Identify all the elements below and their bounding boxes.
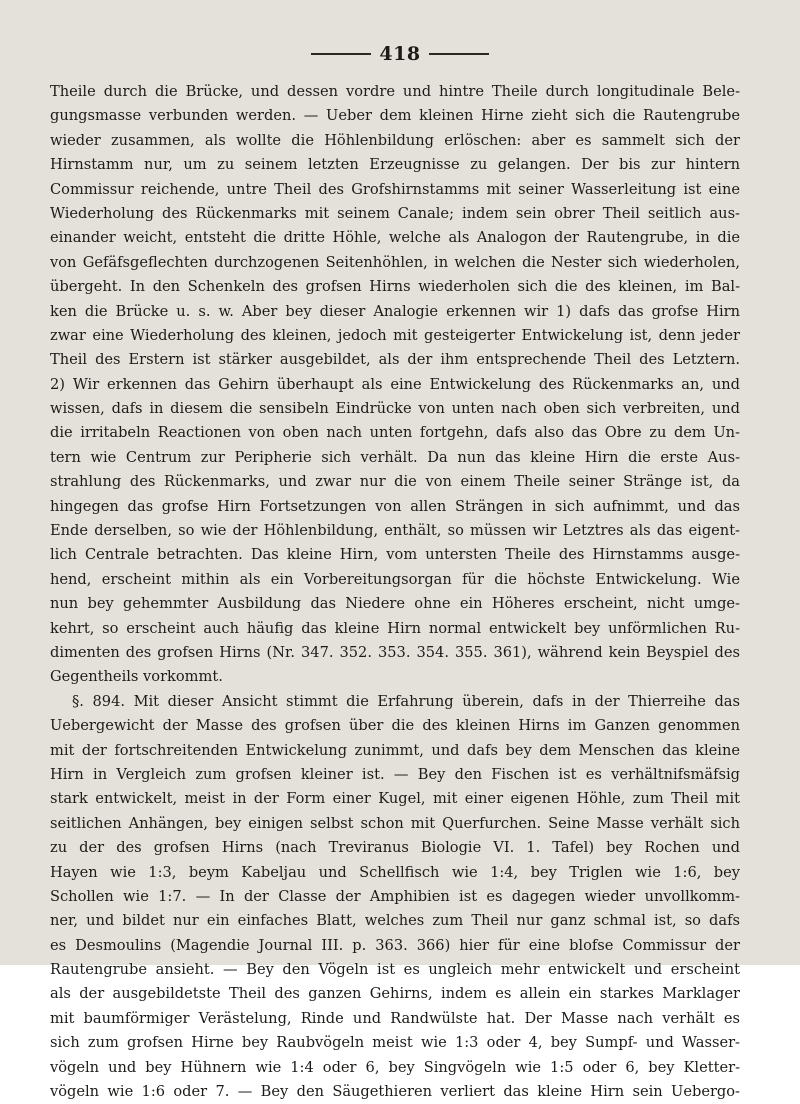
text-line: mit baumförmiger Verästelung, Rinde und Randwülste hat. Der Masse nach verhält es: [50, 1009, 740, 1027]
text-line: ken die Brücke u. s. w. Aber bey dieser Analogie erkennen wir 1) dafs das grofse Hirn: [50, 302, 740, 320]
text-line: Commissur reichende, untre Theil des Grofshirnstamms mit seiner Wasserleitung ist eine: [50, 180, 740, 198]
text-line: strahlung des Rückenmarks, und zwar nur die von einem Theile seiner Stränge ist, da: [50, 473, 740, 491]
text-line: die irritabeln Reactionen von oben nach unten fortgehn, dafs also das Obre zu dem Un-: [50, 424, 740, 442]
text-line: sich zum grofsen Hirne bey Raubvögeln meist wie 1:3 oder 4, bey Sumpf- und Wasser-: [50, 1034, 740, 1052]
text-line: hingegen das grofse Hirn Fortsetzungen von allen Strängen in sich aufnimmt, und das: [50, 497, 740, 515]
text-line: übergeht. In den Schenkeln des grofsen Hirns wiederholen sich die des kleinen, im Bal-: [50, 278, 740, 296]
text-line: als der ausgebildetste Theil des ganzen Gehirns, indem es allein ein starkes Marklager: [50, 985, 740, 1003]
text-line: Hayen wie 1:3, beym Kabeljau und Schellfisch wie 1:4, bey Triglen wie 1:6, bey: [50, 863, 740, 881]
text-line: Ende derselben, so wie der Höhlenbildung, enthält, so müssen wir Letztres als das eigent-: [50, 522, 740, 540]
text-line: wissen, dafs in diesem die sensibeln Eindrücke von unten nach oben sich verbreiten, und: [50, 400, 740, 418]
text-line: Hirnstamm nur, um zu seinem letzten Erzeugnisse zu gelangen. Der bis zur hintern: [50, 156, 740, 174]
page-number: 418: [379, 43, 421, 65]
text-line: wieder zusammen, als wollte die Höhlenbildung erlöschen: aber es sammelt sich der: [50, 131, 740, 149]
text-line: §. 894. Mit dieser Ansicht stimmt die Erfahrung überein, dafs in der Thierreihe das: [72, 692, 740, 710]
text-line: vögeln wie 1:6 oder 7. — Bey den Säugethieren verliert das kleine Hirn sein Uebergo-: [50, 1083, 740, 1101]
text-line: 2) Wir erkennen das Gehirn überhaupt als eine Entwickelung des Rückenmarks an, und: [50, 375, 740, 393]
text-line: Theile durch die Brücke, und dessen vordre und hintre Theile durch longitudinale Bele-: [50, 83, 740, 100]
text-line: zwar eine Wiederholung des kleinen, jedoch mit gesteigerter Entwickelung ist, denn jeder: [50, 326, 740, 344]
text-line: Uebergewicht der Masse des grofsen über die des kleinen Hirns im Ganzen genommen: [50, 717, 740, 735]
text-line: Rautengrube ansieht. — Bey den Vögeln ist es ungleich mehr entwickelt und erscheint: [50, 961, 740, 979]
text-line: ner, und bildet nur ein einfaches Blatt, welches zum Theil nur ganz schmal ist, so dafs: [50, 912, 740, 930]
text-line: stark entwickelt, meist in der Form einer Kugel, mit einer eigenen Höhle, zum Theil mit: [50, 790, 740, 808]
text-line: lich Centrale betrachten. Das kleine Hirn, vom untersten Theile des Hirnstamms ausge-: [50, 546, 740, 564]
text-line: Schollen wie 1:7. — In der Classe der Amphibien ist es dagegen wieder unvollkomm-: [50, 887, 740, 905]
text-line: nun bey gehemmter Ausbildung das Niedere ohne ein Höheres erscheint, nicht umge-: [50, 595, 740, 613]
body-text: [50, 80, 740, 1104]
text-line: dimenten des grofsen Hirns (Nr. 347. 352. 353. 354. 355. 361), während kein Beyspiel des: [50, 643, 740, 661]
text-line: kehrt, so erscheint auch häufig das kleine Hirn normal entwickelt bey unförmlichen Ru-: [50, 619, 740, 637]
text-line: es Desmoulins (Magendie Journal III. p. 363. 366) hier für eine blofse Commissur der: [50, 936, 740, 954]
text-line: Wiederholung des Rückenmarks mit seinem Canale; indem sein obrer Theil seitlich aus-: [50, 204, 740, 222]
page-header: [0, 40, 800, 68]
text-line: mit der fortschreitenden Entwickelung zunimmt, und dafs bey dem Menschen das kleine: [50, 741, 740, 759]
text-line: gungsmasse verbunden werden. — Ueber dem kleinen Hirne zieht sich die Rautengrube: [50, 107, 740, 125]
text-line: Theil des Erstern ist stärker ausgebildet, als der ihm entsprechende Theil des Letztern.: [50, 351, 740, 369]
text-line: Gegentheils vorkommt.: [50, 668, 223, 686]
text-line: tern wie Centrum zur Peripherie sich verhält. Da nun das kleine Hirn die erste Aus-: [50, 448, 740, 466]
text-line: einander weicht, entsteht die dritte Höhle, welche als Analogon der Rautengrube, in die: [50, 229, 740, 247]
text-line: seitlichen Anhängen, bey einigen selbst schon mit Querfurchen. Seine Masse verhält sich: [50, 814, 740, 832]
text-line: von Gefäfsgeflechten durchzogenen Seitenhöhlen, in welchen die Nester sich wiederholen,: [50, 253, 740, 271]
header-rule-right: [429, 53, 489, 55]
text-line: Hirn in Vergleich zum grofsen kleiner ist. — Bey den Fischen ist es verhältnifsmäfsig: [50, 765, 740, 783]
text-line: zu der des grofsen Hirns (nach Treviranus Biologie VI. 1. Tafel) bey Rochen und: [50, 839, 740, 857]
text-line: vögeln und bey Hühnern wie 1:4 oder 6, bey Singvögeln wie 1:5 oder 6, bey Kletter-: [50, 1058, 740, 1076]
text-line: hend, erscheint mithin als ein Vorbereitungsorgan für die höchste Entwickelung. Wie: [50, 570, 740, 588]
header-rule-left: [311, 53, 371, 55]
